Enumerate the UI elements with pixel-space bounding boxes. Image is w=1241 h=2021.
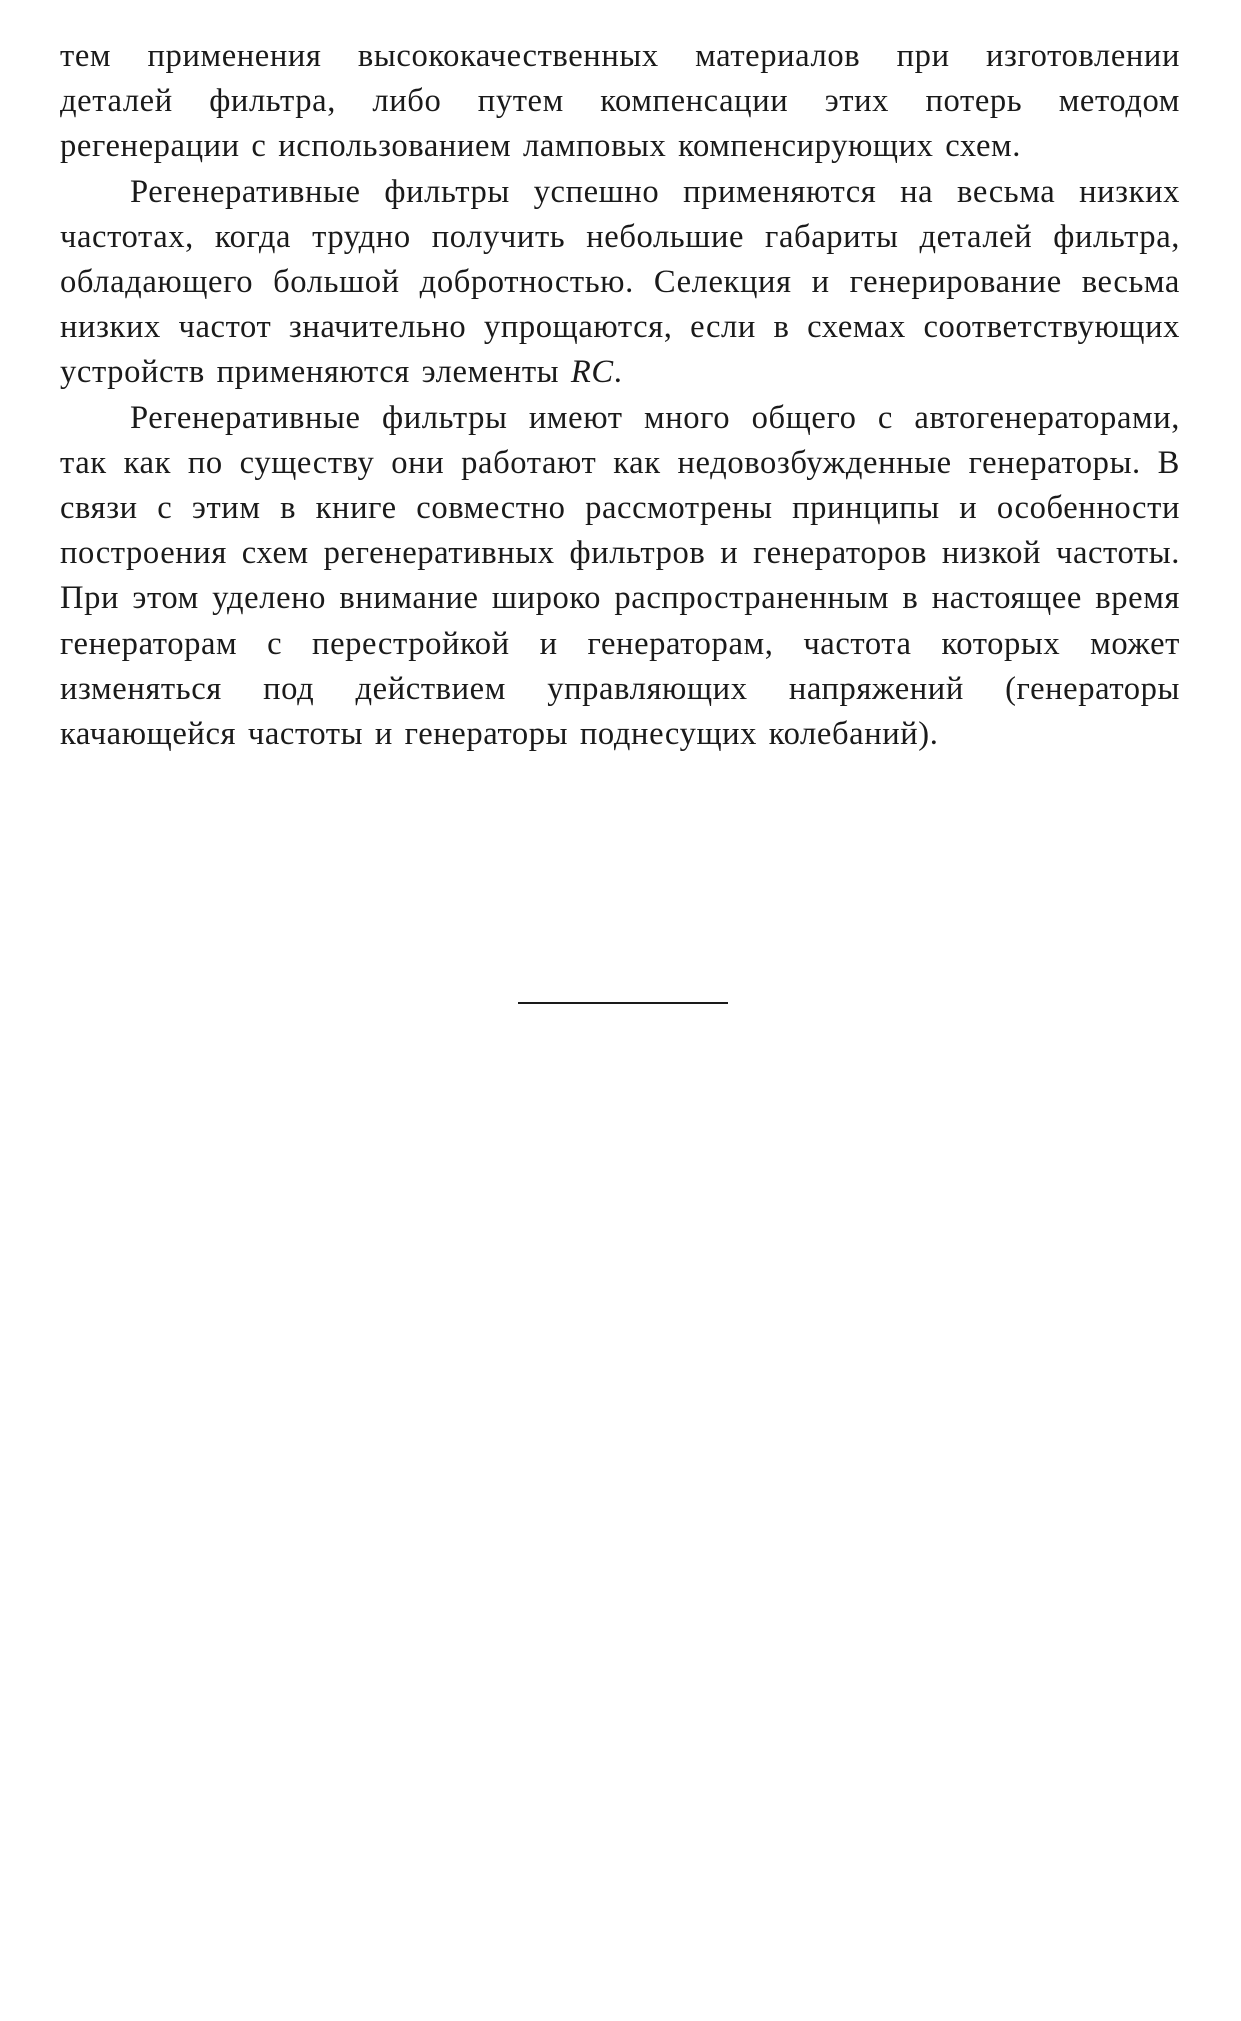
section-end-rule [518, 1002, 728, 1004]
rc-notation: RC [570, 354, 614, 391]
paragraph-2 [60, 170, 1180, 396]
paragraph-3 [60, 396, 1180, 758]
paragraph-1 [60, 34, 1180, 170]
paragraph-1-text: тем применения высококачественных материалов при изготовлении деталей фильтра, либо путем компенсации этих потерь методом регенерации с использованием ламповых компенсирующих схем. [60, 38, 1180, 165]
document-body [60, 34, 1180, 757]
paragraph-2-text: Регенеративные фильтры успешно применяются на весьма низких частотах, когда трудно получить небольшие габариты деталей фильтра, обладающего большой добротностью. Селекция и генерирование весьма низких частот значительно упрощаются, если в схемах соответствующих устройств применяются элементы [60, 173, 1180, 391]
paragraph-2-end: . [613, 354, 623, 391]
paragraph-3-text: Регенеративные фильтры имеют много общего с автогенераторами, так как по существу они работают как недовозбужденные генераторы. В связи с этим в книге совместно рассмотрены принципы и особенности построения схем регенеративных фильтров и генераторов низкой частоты. При этом уделено внимание широко распространенным в настоящее время генераторам с перестройкой и генераторам, частота которых может изменяться под действием управляющих напряжений (генераторы качающейся частоты и генераторы поднесущих колебаний). [60, 399, 1180, 753]
